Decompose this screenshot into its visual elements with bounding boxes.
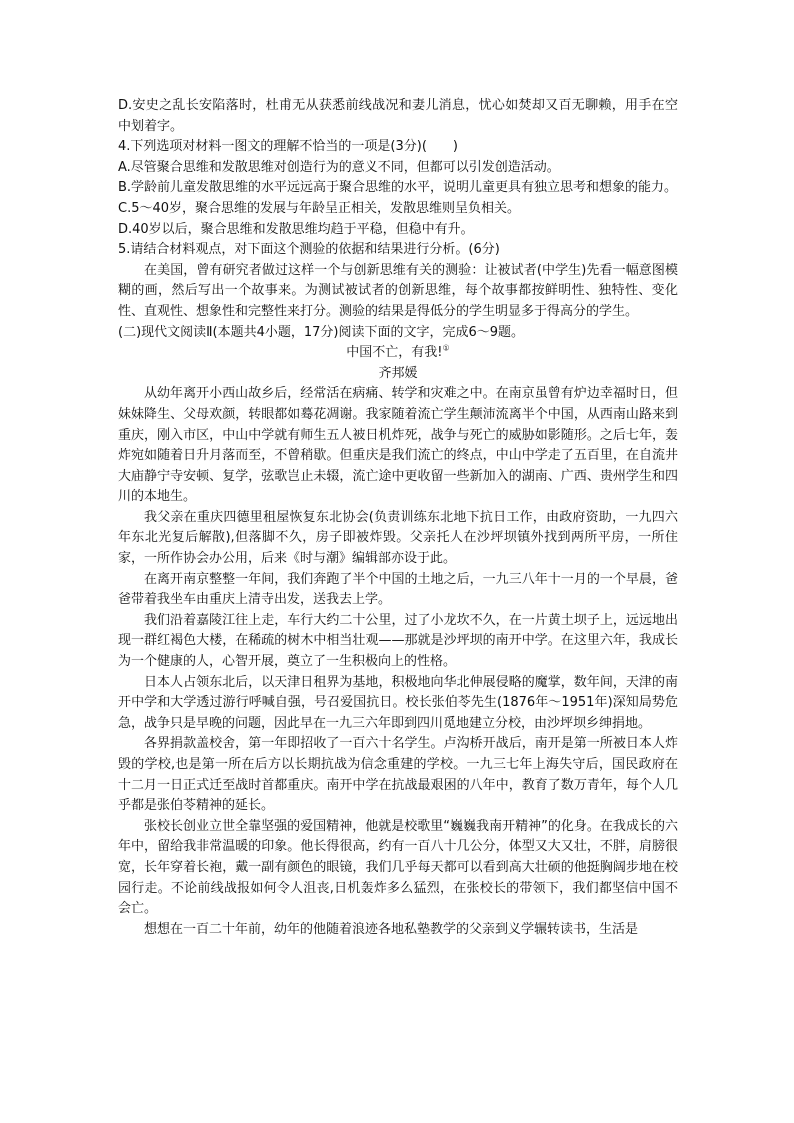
section-heading: (二)现代文阅读Ⅱ(本题共4小题，17分)阅读下面的文字，完成6～9题。 — [118, 324, 525, 340]
q4-option-c: C.5～40岁，聚合思维的发展与年龄呈正相关，发散思维则呈负相关。 — [118, 200, 521, 216]
article-paragraph: 想想在一百二十年前，幼年的他随着浪迹各地私塾教学的父亲到义学辗转读书，生活是 — [144, 921, 639, 937]
article-title — [118, 343, 678, 364]
article-author: 齐邦媛 — [378, 365, 418, 381]
article-paragraph: 各界捐款盖校舍，第一年即招收了一百六十名学生。卢沟桥开战后，南开是第一所被日本人炸毁的学校,也是第一所在后方以长期抗战为信念重建的学校。一九三七年上海失守后，国民政府在十二月一日正式迁至战时首都重庆。南开中学在抗战最艰困的八年中，教育了数万青年，每个人几乎都是张伯苓精神的延长。 — [118, 736, 678, 814]
q4-stem: 4.下列选项对材料一图文的理解不恰当的一项是(3分)( ) — [118, 139, 458, 155]
article-paragraph: 张校长创业立世全靠坚强的爱国精神，他就是校歌里“巍巍我南开精神”的化身。在我成长的六年中，留给我非常温暖的印象。他长得很高，约有一百八十几公分，体型又大又壮，不胖，肩膀很宽，长年穿着长袍，戴一副有颜色的眼镜，我们几乎每天都可以看到高大壮硕的他挺胸阔步地在校园行走。不论前线战报如何令人沮丧,日机轰炸多么猛烈，在张校长的带领下，我们都坚信中国不会亡。 — [118, 818, 678, 917]
article-paragraph: 在离开南京整整一年间，我们奔跑了半个中国的土地之后，一九三八年十一月的一个早晨，爸爸带着我坐车由重庆上清寺出发，送我去上学。 — [118, 571, 678, 608]
article-title-text: 中国不亡，有我! — [346, 345, 443, 361]
q3-option-d: D.安史之乱长安陷落时，杜甫无从获悉前线战况和妻儿消息，忧心如焚却又百无聊赖，用手在空中划着字。 — [118, 98, 678, 134]
q4-option-d: D.40岁以后，聚合思维和发散思维均趋于平稳，但稳中有升。 — [118, 221, 474, 237]
article-paragraph: 日本人占领东北后，以天津日租界为基地，积极地向华北伸展侵略的魔掌，数年间，天津的南开中学和大学透过游行呼喊自强，号召爱国抗日。校长张伯苓先生(1876年～1951年)深知局势危急，战争只是早晚的问题，因此早在一九三六年即到四川觅地建立分校，由沙坪坝乡绅捐地。 — [118, 674, 678, 731]
q5-body: 在美国，曾有研究者做过这样一个与创新思维有关的测验：让被试者(中学生)先看一幅意图模糊的画，然后写出一个故事来。为测试被试者的创新思维，每个故事都按鲜明性、独特性、变化性、直观性、想象性和完整性来打分。测验的结果是得低分的学生明显多于得高分的学生。 — [118, 262, 678, 319]
document-page — [118, 96, 678, 940]
q4-option-b: B.学龄前儿童发散思维的水平远远高于聚合思维的水平，说明儿童更具有独立思考和想象的能力。 — [118, 180, 678, 196]
article-paragraph: 从幼年离开小西山故乡后，经常活在病痛、转学和灾难之中。在南京虽曾有炉边幸福时日，但妹妹降生、父母欢颜，转眼都如蓦花凋谢。我家随着流亡学生颠沛流离半个中国，从西南山路来到重庆，刚入市区，中山中学就有师生五人被日机炸死，战争与死亡的威胁如影随形。之后七年，轰炸宛如随着日升月落而至，不曾稍歇。但重庆是我们流亡的终点，中山中学走了五百里，在自流井大庙静宁寺安顿、复学，弦歌岂止未辍，流亡途中更收留一些新加入的湖南、广西、贵州学生和四川的本地生。 — [118, 386, 678, 505]
title-footnote-mark: ① — [442, 343, 450, 353]
q4-option-a: A.尽管聚合思维和发散思维对创造行为的意义不同，但都可以引发创造活动。 — [118, 159, 560, 175]
article-paragraph: 我们沿着嘉陵江往上走，车行大约二十公里，过了小龙坎不久，在一片黄土坝子上，远远地出现一群红褐色大楼，在稀疏的树木中相当壮观——那就是沙坪坝的南开中学。在这里六年，我成长为一个健康的人，心智开展，奠立了一生积极向上的性格。 — [118, 612, 678, 670]
q5-stem: 5.请结合材料观点，对下面这个测验的依据和结果进行分析。(6分) — [118, 242, 500, 258]
article-paragraph: 我父亲在重庆四德里租屋恢复东北协会(负责训练东北地下抗日工作，由政府资助，一九四六年东北光复后解散),但落脚不久，房子即被炸毁。父亲托人在沙坪坝镇外找到两所平房，一所住家，一所作协会办公用，后来《时与潮》编辑部亦设于此。 — [118, 509, 678, 567]
